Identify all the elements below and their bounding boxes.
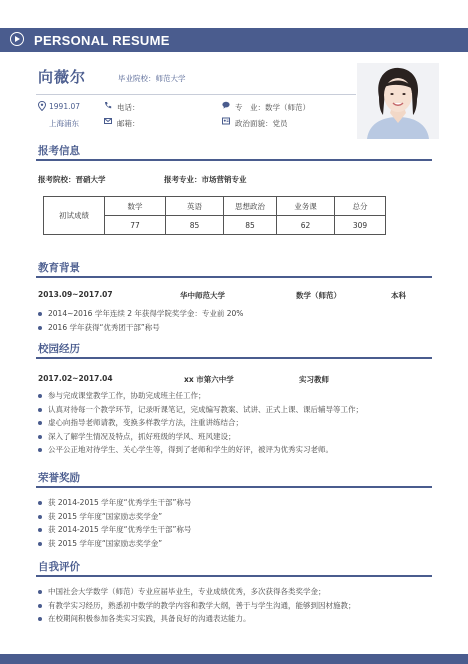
- score-value: 62: [277, 216, 335, 235]
- campus-list: [36, 389, 363, 457]
- list-item: 虚心向指导老师请教，变换多样教学方法，注重讲练结合；: [36, 416, 363, 430]
- list-item: 认真对待每一个教学环节，记录听课笔记，完成编写教案、试讲、正式上课、课后辅导等工作；: [36, 403, 363, 417]
- location: 上海浦东: [49, 119, 79, 128]
- phone-icon: [104, 101, 112, 109]
- list-item: 参与完成课堂教学工作，协助完成班主任工作；: [36, 389, 363, 403]
- politics-label: 政治面貌：党员: [235, 119, 288, 128]
- score-header: 思想政治: [224, 197, 277, 216]
- score-value: 309: [335, 216, 386, 235]
- education-list: [36, 307, 243, 334]
- score-header: 总分: [335, 197, 386, 216]
- exam-school: 报考院校：晋硝大学: [38, 175, 106, 184]
- major-label: 专 业：数学（师范）: [235, 103, 310, 112]
- education-period: 2013.09~2017.07: [38, 290, 113, 299]
- section-heading-self-evaluation: 自我评价: [38, 561, 80, 573]
- section-divider: [36, 357, 432, 359]
- section-divider: [36, 486, 432, 488]
- section-heading-education: 教育背景: [38, 262, 80, 274]
- score-value: 85: [166, 216, 224, 235]
- education-major: 数学（师范）: [296, 291, 341, 300]
- speech-bubble-icon: [222, 101, 230, 109]
- section-heading-honors: 荣誉奖励: [38, 472, 80, 484]
- exam-major: 报考专业：市场营销专业: [164, 175, 247, 184]
- profile-photo: [357, 63, 439, 139]
- section-divider: [36, 575, 432, 577]
- resume-title: PERSONAL RESUME: [34, 33, 170, 48]
- graduation-school: 毕业院校：师范大学: [118, 74, 186, 83]
- list-item: 中国社会大学数学（师范）专业应届毕业生，专业成绩优秀，多次获得各类奖学金；: [36, 585, 356, 599]
- candidate-name: 向薇尔: [38, 68, 87, 86]
- list-item: 在校期间积极参加各类实习实践，具备良好的沟通表达能力。: [36, 612, 356, 626]
- play-circle-icon: [10, 32, 24, 46]
- header-banner: [0, 28, 468, 52]
- list-item: 2016 学年获得“优秀团干部”称号: [36, 321, 243, 335]
- score-table: [43, 196, 386, 235]
- campus-role: 实习教师: [299, 375, 329, 384]
- list-item: 2014~2016 学年连续 2 年获得学院奖学金：专业前 20%: [36, 307, 243, 321]
- list-item: 有教学实习经历，熟悉初中数学的教学内容和教学大纲，善于与学生沟通，能够到因材施教；: [36, 599, 356, 613]
- campus-period: 2017.02~2017.04: [38, 374, 113, 383]
- score-value: 85: [224, 216, 277, 235]
- list-item: 获 2015 学年度“国家励志奖学金”: [36, 510, 191, 524]
- section-divider: [36, 159, 432, 161]
- list-item: 获 2014-2015 学年度“优秀学生干部”称号: [36, 496, 191, 510]
- campus-org: xx 市第六中学: [184, 375, 234, 384]
- education-school: 华中师范大学: [180, 291, 225, 300]
- divider: [36, 94, 356, 95]
- section-heading-campus: 校园经历: [38, 343, 80, 355]
- list-item: 公平公正地对待学生、关心学生等，得到了老师和学生的好评，被评为优秀实习老师。: [36, 443, 363, 457]
- self-evaluation-list: [36, 585, 356, 626]
- score-header: 数学: [105, 197, 166, 216]
- user-id-icon: [222, 117, 230, 125]
- list-item: 深入了解学生情况及特点，抓好班级的学风、班风建设；: [36, 430, 363, 444]
- footer-bar: [0, 654, 468, 664]
- score-header: 业务课: [277, 197, 335, 216]
- score-header: 英语: [166, 197, 224, 216]
- education-degree: 本科: [391, 291, 406, 300]
- honors-list: [36, 496, 191, 550]
- birth-date: 1991.07: [49, 102, 81, 111]
- list-item: 获 2015 学年度“国家励志奖学金”: [36, 537, 191, 551]
- score-value: 77: [105, 216, 166, 235]
- section-heading-exam: 报考信息: [38, 145, 80, 157]
- list-item: 获 2014-2015 学年度“优秀学生干部”称号: [36, 523, 191, 537]
- score-row-label: 初试成绩: [44, 197, 105, 235]
- email-icon: [104, 117, 112, 125]
- email-label: 邮箱：: [117, 119, 140, 128]
- phone-label: 电话：: [117, 103, 140, 112]
- section-divider: [36, 276, 432, 278]
- location-pin-icon: [38, 101, 46, 111]
